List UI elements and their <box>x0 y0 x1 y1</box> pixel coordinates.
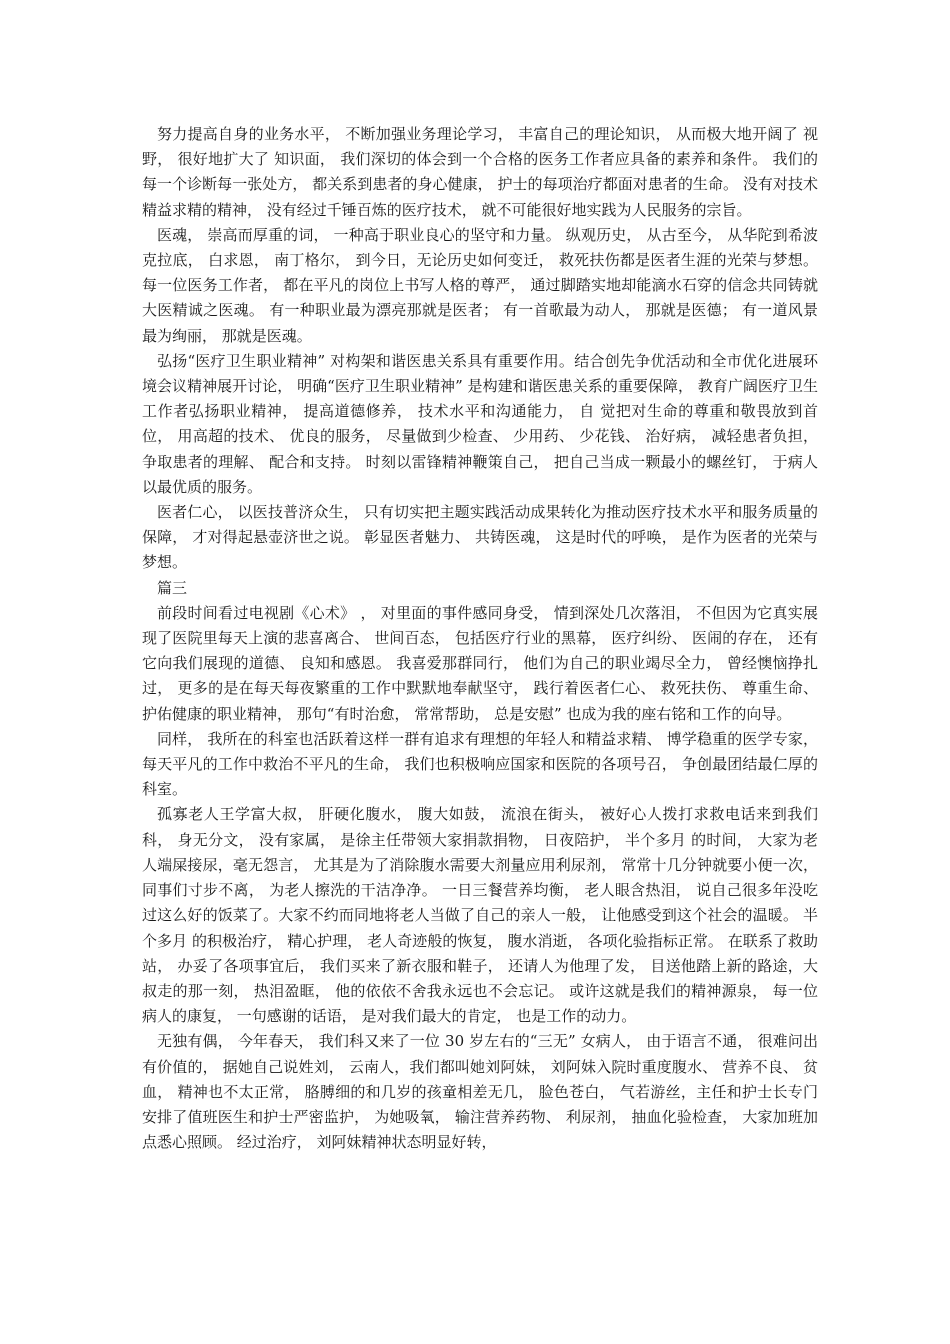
paragraph-3: 弘扬“医疗卫生职业精神” 对构架和谐医患关系具有重要作用。结合创先争优活动和全市优化进展环境会议精神展开讨论， 明确“医疗卫生职业精神” 是构建和谐医患关系的重要保障， 教育广阔医疗卫生工作者弘扬职业精神， 提高道德修养， 技术水平和沟通能力， 自 觉把对生命的尊重和敬畏放到首位， 用高超的技术、 优良的服务， 尽量做到少检查、 少用药、 少花钱、 治好病， 减轻患者负担， 争取患者的理解、 配合和支持。 时刻以雷锋精神鞭策自己， 把自己当成一颗最小的螺丝钉， 于病人以最优质的服务。 <box>142 351 818 496</box>
document-page <box>142 122 818 1155</box>
paragraph-6: 同样， 我所在的科室也活跃着这样一群有追求有理想的年轻人和精益求精、 博学稳重的医学专家， 每天平凡的工作中救治不平凡的生命， 我们也积极响应国家和医院的各项号召， 争创最团结最仁厚的科室。 <box>142 729 818 799</box>
paragraph-4: 医者仁心， 以医技普济众生， 只有切实把主题实践活动成果转化为推动医疗技术水平和服务质量的保障， 才对得起悬壶济世之说。 彰显医者魅力、 共铸医魂， 这是时代的呼唤， 是作为医者的光荣与梦想。 <box>142 503 818 572</box>
paragraph-2: 医魂， 崇高而厚重的词， 一种高于职业良心的坚守和力量。 纵观历史， 从古至今， 从华陀到希波克拉底， 白求恩， 南丁格尔， 到今日，无论历史如何变迁， 救死扶伤都是医者生涯的光荣与梦想。 每一位医务工作者， 都在平凡的岗位上书写人格的尊严， 通过脚踏实地却能滴水石穿的信念共同铸就大医精诚之医魂。 有一种职业最为漂亮那就是医者； 有一首歌最为动人， 那就是医德； 有一道风景最为绚丽， 那就是医魂。 <box>142 225 818 345</box>
paragraph-8: 无独有偶， 今年春天， 我们科又来了一位 30 岁左右的“三无” 女病人， 由于语言不通， 很难问出有价值的， 据她自己说姓刘， 云南人，我们都叫她刘阿妹， 刘阿妹入院时重度腹水、 营养不良、 贫血， 精神也不太正常， 胳膊细的和几岁的孩童相差无几， 脸色苍白， 气若游丝，主任和护士长专门安排了值班医生和护士严密监护， 为她吸氧， 输注营养药物、 利尿剂， 抽血化验检查， 大家加班加点悉心照顾。 经过治疗， 刘阿妹精神状态明显好转， <box>142 1032 818 1152</box>
section-heading: 篇三 <box>157 578 188 597</box>
paragraph-7: 孤寡老人王学富大叔， 肝硬化腹水， 腹大如鼓， 流浪在街头， 被好心人拨打求救电话来到我们科， 身无分文， 没有家属， 是徐主任带领大家捐款捐物， 日夜陪护， 半个多月 的时间， 大家为老人端屎接尿，毫无怨言， 尤其是为了消除腹水需要大剂量应用利尿剂， 常常十几分钟就要小便一次， 同事们寸步不离， 为老人擦洗的干洁净净。 一日三餐营养均衡， 老人眼含热泪， 说自己很多年没吃过这么好的饭菜了。大家不约而同地将老人当做了自己的亲人一般， 让他感受到这个社会的温暖。 半个多月 的积极治疗， 精心护理， 老人奇迹般的恢复， 腹水消逝， 各项化验指标正常。 在联系了救助站， 办妥了各项事宜后， 我们买来了新衣服和鞋子， 还请人为他理了发， 目送他踏上新的路途，大叔走的那一刻， 热泪盈眶， 他的依依不舍我永远也不会忘记。 或许这就是我们的精神源泉， 每一位病人的康复， 一句感谢的话语， 是对我们最大的肯定， 也是工作的动力。 <box>142 805 818 1026</box>
paragraph-1: 努力提高自身的业务水平， 不断加强业务理论学习， 丰富自己的理论知识， 从而极大地开阔了 视野， 很好地扩大了 知识面， 我们深切的体会到一个合格的医务工作者应具备的素养和条件。 我们的每一个诊断每一张处方， 都关系到患者的身心健康， 护士的每项治疗都面对患者的生命。 没有对技术精益求精的精神， 没有经过千锤百炼的医疗技术， 就不可能很好地实践为人民服务的宗旨。 <box>142 125 818 219</box>
paragraph-5: 前段时间看过电视剧《心术》 ， 对里面的事件感同身受， 情到深处几次落泪， 不但因为它真实展现了医院里每天上演的悲喜离合、 世间百态， 包括医疗行业的黑幕， 医疗纠纷、 医闹的存在， 还有它向我们展现的道德、 良知和感恩。 我喜爱那群同行， 他们为自己的职业竭尽全力， 曾经懊恼挣扎过， 更多的是在每天每夜繁重的工作中默默地奉献坚守， 践行着医者仁心、 救死扶伤、 尊重生命、 护佑健康的职业精神， 那句“有时治愈， 常常帮助， 总是安慰” 也成为我的座右铭和工作的向导。 <box>142 603 818 723</box>
